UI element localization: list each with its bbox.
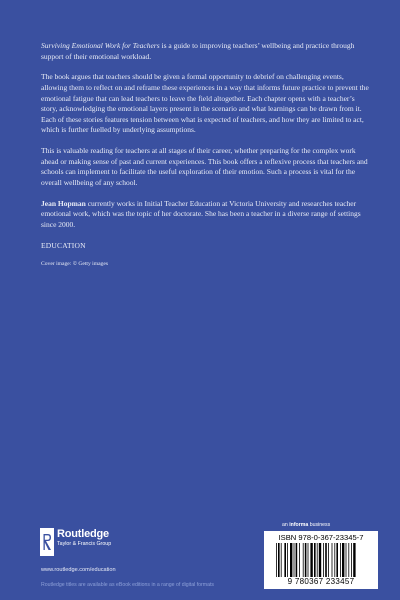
barcode-bar bbox=[305, 543, 307, 577]
author-bio: currently works in Initial Teacher Education at Victoria University and researches teacher emotional work, which was the topic of her doctorate. She has been a teacher in a diverse range of settings since 2000. bbox=[41, 198, 361, 229]
informa-brand: informa bbox=[289, 522, 309, 528]
barcode-bar bbox=[342, 543, 344, 577]
informa-business-label: an informa business bbox=[282, 522, 331, 528]
barcode-number: 9 780367 233457 bbox=[287, 577, 355, 586]
blurb bbox=[41, 41, 369, 280]
barcode-panel bbox=[264, 531, 378, 589]
barcode-bar bbox=[287, 543, 288, 577]
barcode-bar bbox=[284, 543, 286, 577]
barcode-bar bbox=[303, 543, 304, 577]
barcode-bar bbox=[294, 543, 295, 577]
barcode-bar bbox=[308, 543, 309, 577]
barcode-bar bbox=[328, 543, 329, 577]
barcode-bar bbox=[325, 543, 327, 577]
book-title: Surviving Emotional Work for Teachers bbox=[41, 41, 160, 50]
publisher-url[interactable]: www.routledge.com/education bbox=[41, 567, 116, 573]
author-paragraph bbox=[41, 199, 369, 231]
subject-category: EDUCATION bbox=[41, 240, 86, 250]
barcode-bar bbox=[332, 543, 333, 577]
barcode-bar bbox=[323, 543, 324, 577]
barcode-bar bbox=[314, 543, 316, 577]
barcode-bar bbox=[348, 543, 349, 577]
barcode-bar bbox=[353, 543, 355, 577]
barcode-bar bbox=[299, 543, 300, 577]
barcode-bar bbox=[346, 543, 347, 577]
description-paragraph: The book argues that teachers should be given a formal opportunity to debrief on challenging events, allowing them to reflect on and reframe these experiences in a way that informs future practice to prevent the emotional fatigue that can lead teachers to leave the field altogether. Each chapter opens with a teacher’s story, acknowledging the emotional layers present in the scenario and what learnings can be drawn from it. Each of these stories features tension between what is expected of teachers, and how they are limited to act, which is further fuelled by underlying assumptions. bbox=[41, 72, 369, 135]
barcode-bar bbox=[351, 543, 352, 577]
barcode-bar bbox=[290, 543, 292, 577]
barcode-bar bbox=[278, 543, 280, 577]
barcode-bar bbox=[276, 543, 277, 577]
cover-credit: Cover image: © Getty images bbox=[41, 261, 109, 268]
routledge-r-icon bbox=[40, 528, 54, 556]
barcode-bar bbox=[281, 543, 282, 577]
barcode-bar bbox=[334, 543, 335, 577]
barcode-bar bbox=[319, 543, 321, 577]
publisher-group: Taylor & Francis Group bbox=[57, 541, 112, 547]
audience-paragraph: This is valuable reading for teachers at all stages of their career, whether preparing for the complex work ahead or making sense of past and current experiences. This book offers a reflexive process that teachers and schools can implement to facilitate the useful exploration of their emotion. Such a process is vital for the overall wellbeing of any school. bbox=[41, 146, 368, 187]
intro-paragraph bbox=[41, 41, 369, 62]
barcode-bar bbox=[296, 543, 298, 577]
author-name: Jean Hopman bbox=[41, 198, 86, 208]
barcode-bar bbox=[340, 543, 341, 577]
ebook-note: Routledge titles are available as eBook editions in a range of digital formats bbox=[41, 582, 215, 588]
barcode-bar bbox=[317, 543, 318, 577]
barcode-bar bbox=[310, 543, 312, 577]
barcode-bar bbox=[336, 543, 338, 577]
publisher-name: Routledge bbox=[57, 528, 109, 540]
intro-text: is a guide to improving teachers’ wellbeing and practice through support of their emotional workload. bbox=[41, 41, 355, 61]
isbn-label: ISBN 978-0-367-23345-7 bbox=[278, 533, 364, 542]
barcode-bars bbox=[276, 543, 374, 579]
